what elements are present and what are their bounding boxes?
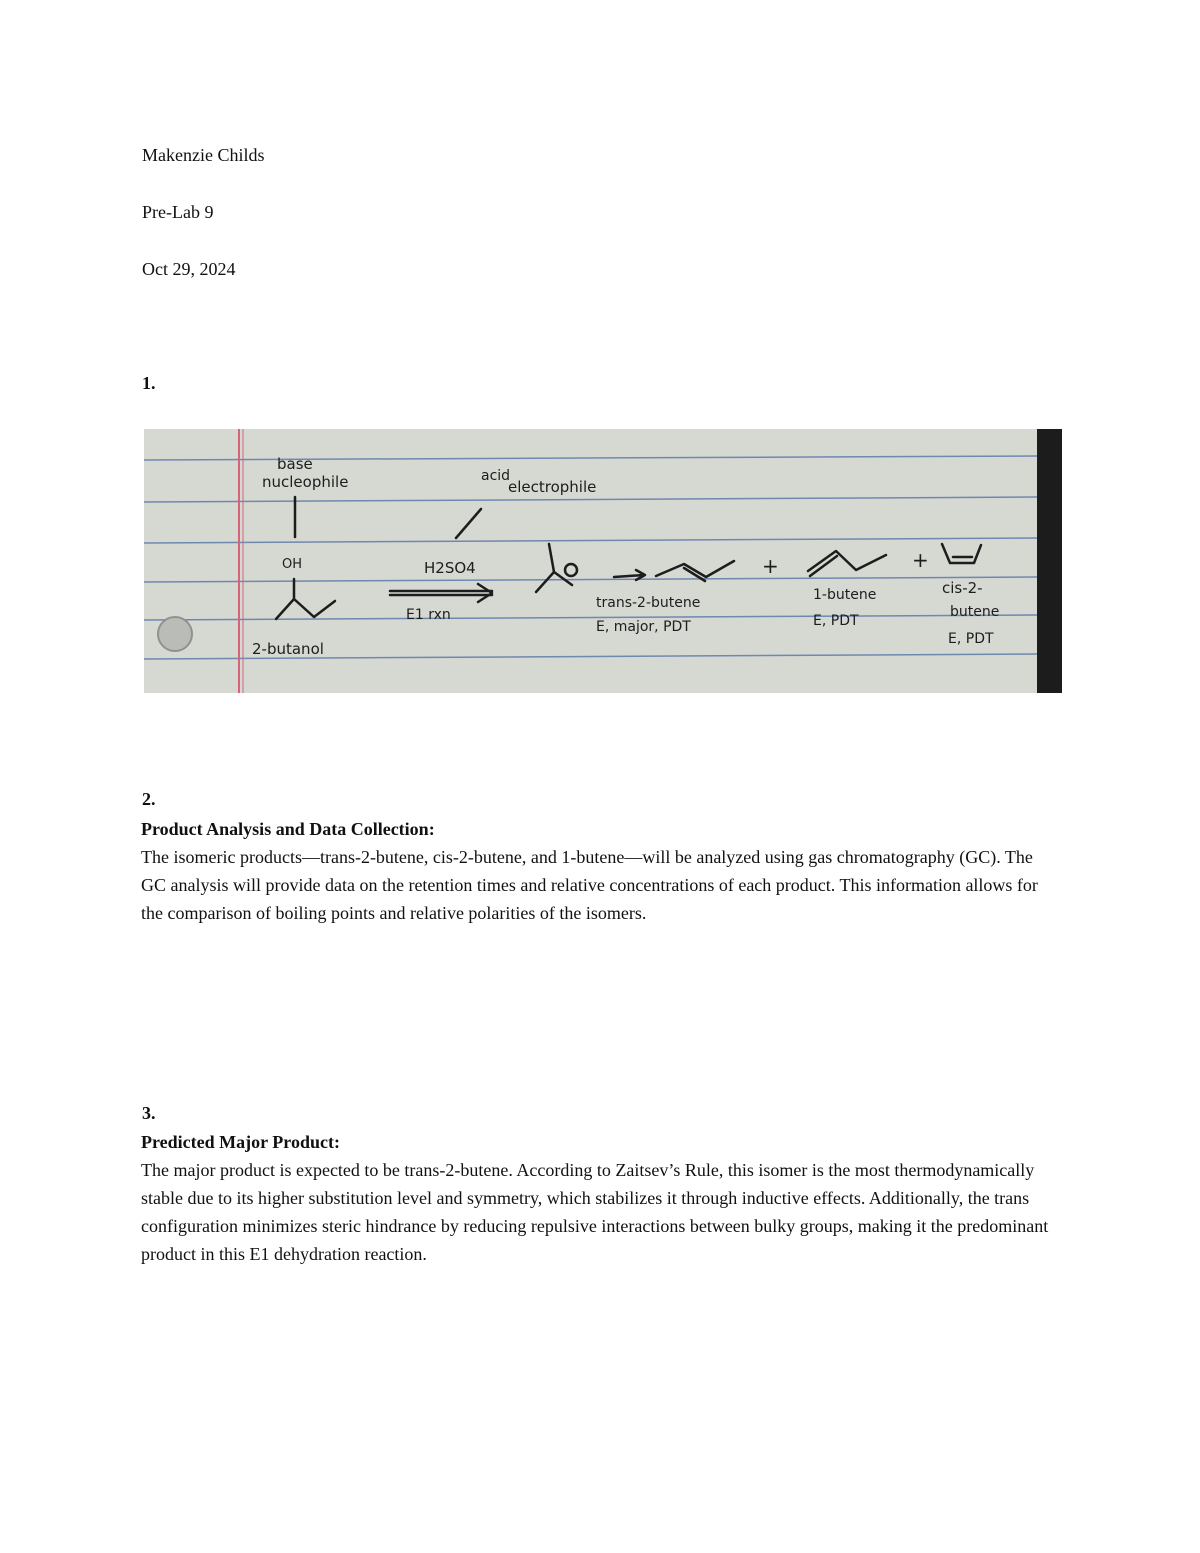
- notebook-sketch: [144, 429, 1062, 693]
- question-3-number: 3.: [142, 1103, 156, 1123]
- author-name: Makenzie Childs: [142, 145, 265, 165]
- label-oh: OH: [282, 557, 303, 572]
- reaction-mechanism-photo: [144, 429, 1062, 693]
- question-2-body: The isomeric products—trans-2-butene, cis-2-butene, and 1-butene—will be analyzed using gas chromatography (GC). The GC analysis will provide data on the retention times and relative concentrations of each product. This information allows for the comparison of boiling points and relative polarities of the isomers.: [141, 847, 1038, 923]
- label-product-1: trans-2-butene: [596, 595, 701, 611]
- plus-sign-1: +: [762, 554, 779, 578]
- question-1-number: 1.: [142, 373, 156, 393]
- question-3-section: [141, 1128, 1056, 1268]
- label-conditions: E1 rxn: [406, 607, 451, 623]
- label-product-3-line2: butene: [950, 604, 1000, 620]
- question-2-section: [141, 815, 1056, 927]
- question-3-heading: Predicted Major Product:: [141, 1132, 340, 1152]
- question-3-body: The major product is expected to be trans-2-butene. According to Zaitsev’s Rule, this isomer is the most thermodynamically stable due to its higher substitution level and symmetry, which stabilizes it through inductive effects. Additionally, the trans configuration minimizes steric hindrance by reducing repulsive interactions between bulky groups, making it the predominant product in this E1 dehydration reaction.: [141, 1160, 1049, 1264]
- document-date: Oct 29, 2024: [142, 259, 236, 279]
- assignment-title: Pre-Lab 9: [142, 202, 214, 222]
- label-acid: acid: [481, 468, 511, 484]
- label-product-1-note: E, major, PDT: [596, 619, 691, 635]
- label-reagent: H2SO4: [424, 559, 476, 577]
- question-2-number: 2.: [142, 789, 156, 809]
- label-reactant: 2-butanol: [252, 640, 324, 658]
- question-2-heading: Product Analysis and Data Collection:: [141, 819, 435, 839]
- plus-sign-2: +: [912, 548, 929, 572]
- label-nucleophile: nucleophile: [262, 473, 349, 491]
- paper-shadow-edge: [1037, 429, 1062, 693]
- label-product-3-line1: cis-2-: [942, 579, 983, 597]
- label-product-2-note: E, PDT: [813, 613, 859, 629]
- punch-hole: [158, 617, 192, 651]
- label-base: base: [277, 455, 313, 473]
- label-electrophile: electrophile: [508, 478, 597, 496]
- label-product-2: 1-butene: [813, 587, 877, 603]
- label-product-3-note: E, PDT: [948, 631, 994, 647]
